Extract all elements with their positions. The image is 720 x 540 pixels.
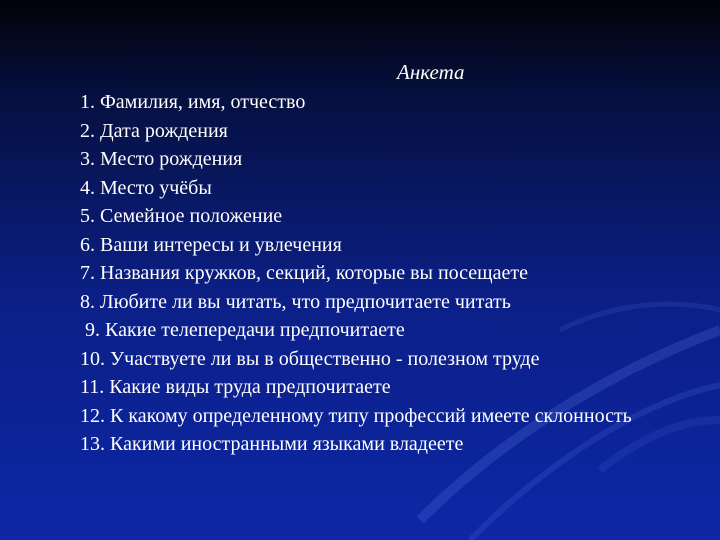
- list-item: 3. Место рождения: [80, 148, 243, 170]
- list-item: 6. Ваши интересы и увлечения: [80, 233, 342, 256]
- list-item: 13. Какими иностранными языками владеете: [80, 433, 464, 455]
- list-item: 9. Какие телепередачи предпочитаете: [80, 319, 405, 341]
- list-item: 10. Участвуете ли вы в общественно - полезном труде: [80, 347, 540, 370]
- list-item: 7. Названия кружков, секций, которые вы посещаете: [80, 262, 528, 284]
- slide-title: Анкета: [397, 60, 465, 84]
- list-item: 12. К какому определенному типу профессий имеете склонность: [80, 404, 632, 427]
- list-item: 1. Фамилия, имя, отчество: [80, 91, 306, 113]
- list-item: 11. Какие виды труда предпочитаете: [80, 376, 391, 398]
- questionnaire-list: [80, 88, 660, 459]
- list-item: 4. Место учёбы: [80, 176, 212, 199]
- list-item: 2. Дата рождения: [80, 119, 228, 142]
- list-item: 5. Семейное положение: [80, 205, 283, 227]
- list-item: 8. Любите ли вы читать, что предпочитаете читать: [80, 290, 511, 313]
